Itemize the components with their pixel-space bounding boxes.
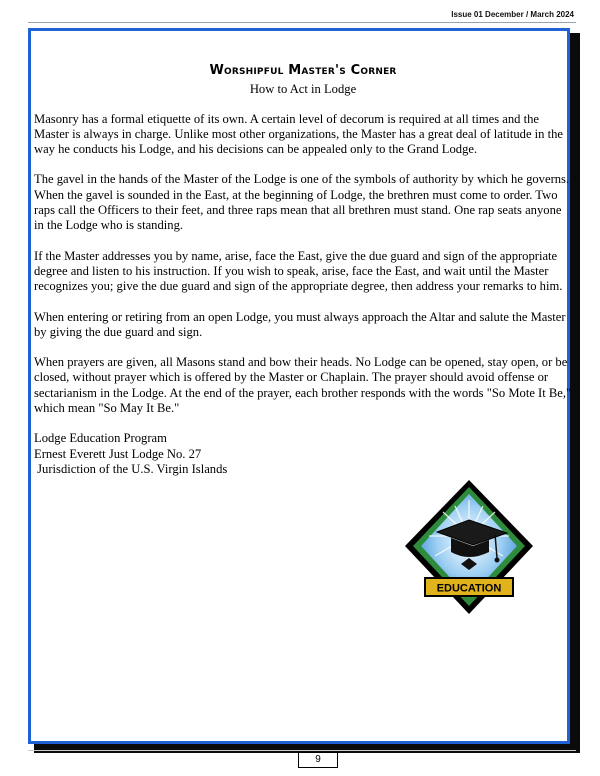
emblem-label: EDUCATION	[436, 582, 502, 595]
paragraph-4: When entering or retiring from an open Lodge, you must always approach the Altar and salute the Master by giving the due guard and sign.	[34, 309, 566, 339]
paragraph-5: When prayers are given, all Masons stand and bow their heads. No Lodge can be opened, stay open, or be closed, without prayer which is offered by the Master or Chaplain. The prayer should avoid offense or sectarianism in the Lodge. At the end of the prayer, each brother responds with the words "So Mote It Be," which mean "So May It Be."	[34, 355, 572, 416]
paragraph-1: Masonry has a formal etiquette of its own. A certain level of decorum is required at all times and the Master is always in charge. Unlike most other organizations, the Master has a great deal of latitude in the way he conducts his Lodge, and his decisions can be appealed only to the Grand Lodge.	[34, 111, 564, 157]
paragraph-2: The gavel in the hands of the Master of the Lodge is one of the symbols of authority by which he governs. When the gavel is sounded in the East, at the beginning of Lodge, the brethren must come to order. Two raps call the Officers to their feet, and three raps mean that all brethren must stand. One rap seats anyone in the Lodge who is standing.	[34, 172, 570, 233]
page-number: 9	[298, 752, 338, 768]
paragraph-3: If the Master addresses you by name, arise, face the East, give the due guard and sign of the appropriate degree and listen to his instruction. If you wish to speak, arise, face the East, and wait until the Master recognizes you; give the due guard and sign of the appropriate degree, then address your remarks to him.	[34, 248, 563, 294]
graduation-cap-icon	[403, 478, 535, 618]
header-divider	[28, 22, 576, 23]
footer-divider	[28, 750, 576, 751]
signature-line-2: Ernest Everett Just Lodge No. 27	[34, 446, 202, 461]
issue-label: Issue 01 December / March 2024	[451, 10, 574, 19]
article-subtitle: How to Act in Lodge	[249, 82, 357, 97]
education-emblem	[403, 478, 535, 618]
signature-line-1: Lodge Education Program	[34, 431, 167, 446]
signature-line-3: Jurisdiction of the U.S. Virgin Islands	[34, 461, 228, 476]
article	[34, 63, 572, 477]
article-title: Worshipful Master's Corner	[209, 63, 397, 78]
signature-block	[34, 431, 572, 477]
